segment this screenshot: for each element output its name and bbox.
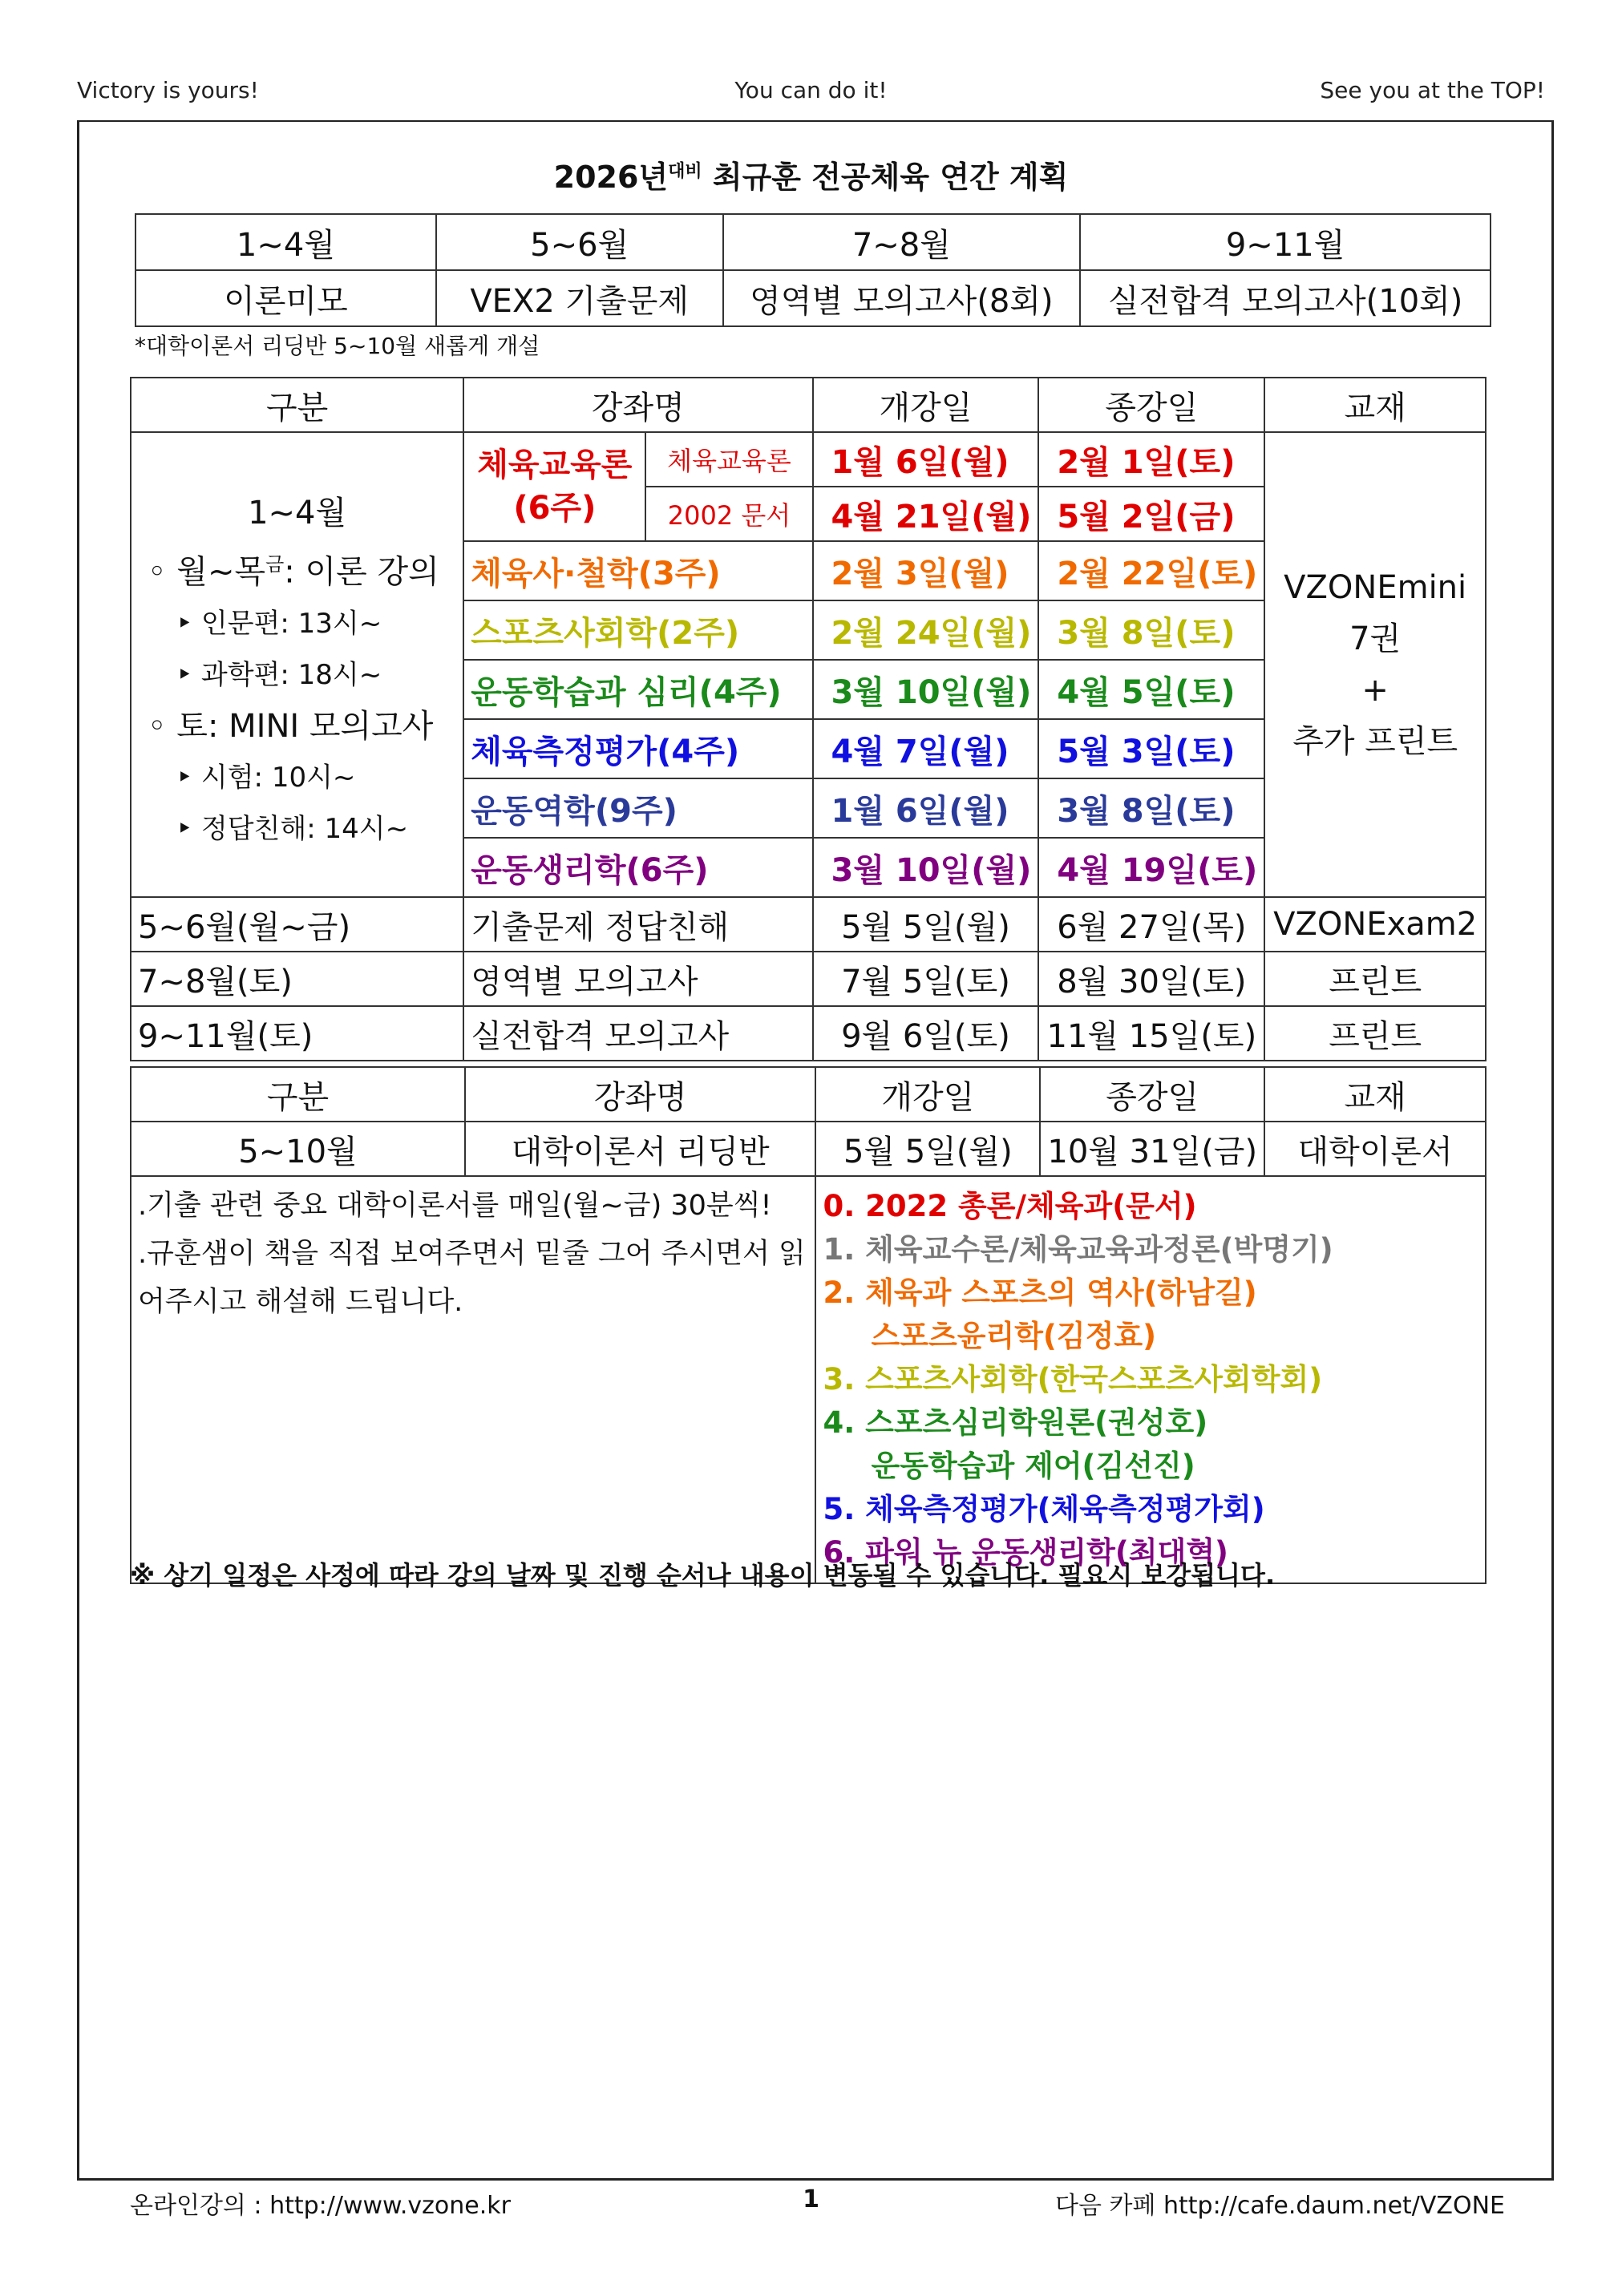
course-name: 기출문제 정답친해 xyxy=(463,897,812,952)
start-date: 7월 5일(토) xyxy=(813,952,1039,1006)
page-title: 2026년$^{대비}$ 최규훈 전공체육 연간 계획 xyxy=(553,160,1069,195)
course-name: 체육측정평가(4주) xyxy=(463,719,812,778)
edu-course-cell xyxy=(463,432,645,541)
schedule-sub: ‣ 과학편: 18시~ xyxy=(176,658,382,691)
table-row xyxy=(131,1122,1486,1176)
textbook: 프린트 xyxy=(1264,1006,1486,1061)
end-date: 4월 5일(토) xyxy=(1038,660,1264,719)
schedule-cell xyxy=(131,432,463,897)
overview-period: 5~6월 xyxy=(436,214,723,270)
end-date: 10월 31일(금) xyxy=(1040,1122,1264,1176)
end-date: 3월 8일(토) xyxy=(1038,778,1264,838)
end-date: 5월 3일(토) xyxy=(1038,719,1264,778)
reading-book-list xyxy=(815,1176,1486,1583)
reading-header-row xyxy=(131,1067,1486,1122)
list-item: 4. 스포츠심리학원론(권성호) xyxy=(823,1405,1208,1440)
col-header: 구분 xyxy=(131,378,463,432)
header-right: See you at the TOP! xyxy=(1320,77,1545,103)
weekday-line: ◦ 월~목$^금$: 이론 강의 xyxy=(148,553,439,591)
desc-line: .기출 관련 중요 대학이론서를 매일(월~금) 30분씩! xyxy=(138,1190,772,1222)
textbook-line: 7권 xyxy=(1349,620,1402,657)
overview-name: 이론미모 xyxy=(136,270,436,326)
end-date: 2월 22일(토) xyxy=(1038,541,1264,600)
saturday-line: ◦ 토: MINI 모의고사 xyxy=(148,707,434,745)
footer-online-link[interactable]: 온라인강의 : http://www.vzone.kr xyxy=(130,2192,511,2220)
start-date: 5월 5일(월) xyxy=(815,1122,1040,1176)
table-row xyxy=(131,1176,1486,1583)
course-name: 운동생리학(6주) xyxy=(463,838,812,897)
course-name: 대학이론서 리딩반 xyxy=(465,1122,816,1176)
start-date: 4월 21일(월) xyxy=(813,487,1039,541)
list-item: 1. 체육교수론/체육교육과정론(박명기) xyxy=(823,1232,1333,1267)
page-number: 1 xyxy=(803,2185,819,2213)
table-row xyxy=(131,897,1486,952)
desc-line: .규훈샘이 책을 직접 보여주면서 밑줄 그어 주시면서 읽어주시고 해설해 드립니다. xyxy=(138,1238,806,1318)
start-date: 2월 3일(월) xyxy=(813,541,1039,600)
overview-name: 영역별 모의고사(8회) xyxy=(723,270,1081,326)
textbook: VZONExam2 xyxy=(1264,897,1486,952)
schedule-sub: ‣ 인문편: 13시~ xyxy=(176,607,382,640)
course-name: 운동역학(9주) xyxy=(463,778,812,838)
start-date: 2월 24일(월) xyxy=(813,600,1039,660)
schedule-sub: ‣ 정답친해: 14시~ xyxy=(176,812,409,845)
overview-periods-row xyxy=(136,214,1491,270)
end-date: 4월 19일(토) xyxy=(1038,838,1264,897)
period-cell: 5~6월(월~금) xyxy=(131,897,463,952)
schedule-sub: ‣ 시험: 10시~ xyxy=(176,761,356,794)
period-cell: 9~11월(토) xyxy=(131,1006,463,1061)
header-left: Victory is yours! xyxy=(77,77,259,103)
end-date: 2월 1일(토) xyxy=(1038,432,1264,487)
col-header: 개강일 xyxy=(815,1067,1040,1122)
schedule-header-row xyxy=(131,378,1486,432)
table-row xyxy=(131,432,1486,487)
textbook-line: VZONEmini xyxy=(1284,569,1467,606)
col-header: 종강일 xyxy=(1038,378,1264,432)
start-date: 1월 6일(월) xyxy=(813,432,1039,487)
schedule-table xyxy=(130,377,1486,1061)
col-header: 강좌명 xyxy=(463,378,812,432)
overview-names-row xyxy=(136,270,1491,326)
header-center: You can do it! xyxy=(734,77,888,103)
col-header: 종강일 xyxy=(1040,1067,1264,1122)
course-name: 실전합격 모의고사 xyxy=(463,1006,812,1061)
overview-name: 실전합격 모의고사(10회) xyxy=(1080,270,1491,326)
footer-divider xyxy=(77,2178,1554,2181)
end-date: 6월 27일(목) xyxy=(1038,897,1264,952)
reading-table xyxy=(130,1066,1486,1584)
course-name: 운동학습과 심리(4주) xyxy=(463,660,812,719)
course-name: 체육사·철학(3주) xyxy=(463,541,812,600)
course-name: 영역별 모의고사 xyxy=(463,952,812,1006)
reading-class-note: *대학이론서 리딩반 5~10월 새롭게 개설 xyxy=(135,333,540,359)
textbook: 대학이론서 xyxy=(1264,1122,1486,1176)
col-header: 개강일 xyxy=(813,378,1039,432)
textbook-line: 추가 프린트 xyxy=(1292,723,1458,760)
end-date: 3월 8일(토) xyxy=(1038,600,1264,660)
table-row xyxy=(131,1006,1486,1061)
list-item: 0. 2022 총론/체육과(문서) xyxy=(823,1189,1197,1223)
start-date: 1월 6일(월) xyxy=(813,778,1039,838)
start-date: 3월 10일(월) xyxy=(813,660,1039,719)
col-header: 강좌명 xyxy=(465,1067,816,1122)
list-item: 운동학습과 제어(김선진) xyxy=(871,1449,1195,1483)
overview-period: 9~11월 xyxy=(1080,214,1491,270)
start-date: 5월 5일(월) xyxy=(813,897,1039,952)
overview-period: 1~4월 xyxy=(136,214,436,270)
list-item: 2. 체육과 스포츠의 역사(하남길) xyxy=(823,1275,1257,1310)
footer-cafe-link[interactable]: 다음 카페 http://cafe.daum.net/VZONE xyxy=(1055,2192,1505,2220)
period-cell: 7~8월(토) xyxy=(131,952,463,1006)
edu-sub-name: 체육교육론 xyxy=(645,432,812,487)
edu-course-weeks: (6주) xyxy=(513,490,597,527)
end-date: 11월 15일(토) xyxy=(1038,1006,1264,1061)
schedule-footnote: ※ 상기 일정은 사정에 따라 강의 날짜 및 진행 순서나 내용이 변동될 수 있습니다. 필요시 보강됩니다. xyxy=(130,1560,1276,1591)
list-item: 5. 체육측정평가(체육측정평가회) xyxy=(823,1492,1265,1526)
edu-course-name: 체육교육론 xyxy=(477,447,633,483)
edu-sub-name: 2002 문서 xyxy=(645,487,812,541)
start-date: 9월 6일(토) xyxy=(813,1006,1039,1061)
overview-period: 7~8월 xyxy=(723,214,1081,270)
table-row xyxy=(131,952,1486,1006)
end-date: 8월 30일(토) xyxy=(1038,952,1264,1006)
period-cell: 5~10월 xyxy=(131,1122,465,1176)
course-name: 스포츠사회학(2주) xyxy=(463,600,812,660)
textbook: 프린트 xyxy=(1264,952,1486,1006)
overview-name: VEX2 기출문제 xyxy=(436,270,723,326)
overview-table xyxy=(135,213,1491,327)
end-date: 5월 2일(금) xyxy=(1038,487,1264,541)
list-item: 3. 스포츠사회학(한국스포츠사회학회) xyxy=(823,1362,1323,1397)
schedule-period: 1~4월 xyxy=(248,495,347,532)
list-item: 6. 파워 뉴 운동생리학(최대혁) xyxy=(823,1535,1228,1570)
start-date: 4월 7일(월) xyxy=(813,719,1039,778)
col-header: 구분 xyxy=(131,1067,465,1122)
start-date: 3월 10일(월) xyxy=(813,838,1039,897)
reading-description xyxy=(131,1176,815,1583)
textbook-cell xyxy=(1264,432,1486,897)
col-header: 교재 xyxy=(1264,1067,1486,1122)
col-header: 교재 xyxy=(1264,378,1486,432)
list-item: 스포츠윤리학(김정효) xyxy=(871,1319,1156,1353)
textbook-line: + xyxy=(1361,672,1389,709)
